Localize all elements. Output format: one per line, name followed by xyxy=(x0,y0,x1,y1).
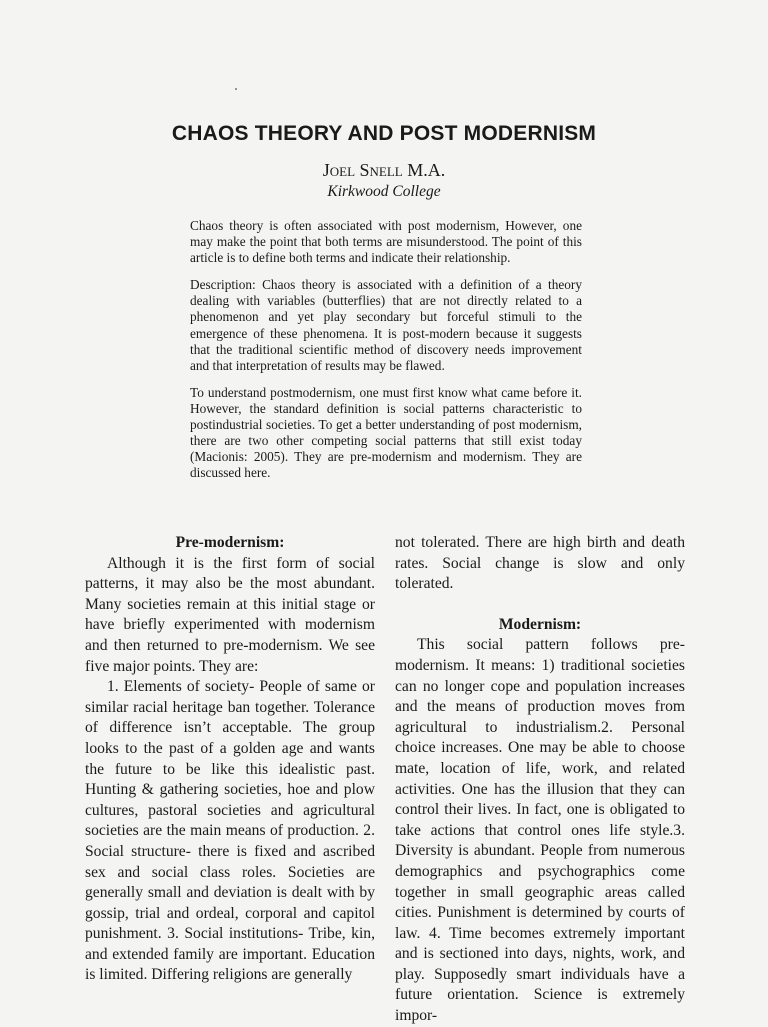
body-paragraph: This social pattern follows pre-modernism. It means: 1) traditional societies can no longer cope and population increases and the means of production moves from agricultural to industrialism.2. Personal choice increases. One may be able to choose mate, location of life, work, and related activities. One has the illusion that they can control their lives. In fact, one is obligated to take actions that control ones life style.3. Diversity is abundant. People from numerous demographics and psychographics come together in small geographic areas called cities. Punishment is determined by courts of law. 4. Time becomes extremely important and is sectioned into days, nights, work, and play. Supposedly smart individuals have a future orientation. Science is extremely impor- xyxy=(395,636,685,1025)
section-heading-premodernism: Pre-modernism: xyxy=(175,534,285,551)
continued-paragraph: not tolerated. There are high birth and death rates. Social change is slow and only tolerated. xyxy=(395,534,685,593)
section-heading-modernism: Modernism: xyxy=(498,615,582,633)
scan-speck xyxy=(235,88,237,90)
article-title: CHAOS THEORY AND POST MODERNISM xyxy=(171,122,597,145)
author-degree: M.A. xyxy=(402,160,446,180)
article-author xyxy=(0,160,768,181)
body-paragraph: 1. Elements of society- People of same or similar racial heritage ban together. Tolerance of difference isn’t acceptable. The group looks to the past of a golden age and wants the future to be like this idealistic past. Hunting & gathering societies, hoe and plow cultures, pastoral societies and agricultural societies are the main means of production. 2. Social structure- there is fixed and ascribed sex and social class roles. Societies are generally small and deviation is dealt with by gossip, trial and ordeal, corporal and capitol punishment. 3. Social institutions- Tribe, kin, and extended family are important. Education is limited. Differing religions are generally xyxy=(85,678,375,984)
author-affiliation: Kirkwood College xyxy=(327,183,441,200)
author-name: Joel Snell xyxy=(322,160,403,180)
abstract-paragraph-description: Description: Chaos theory is associated with a definition of a theory dealing with variables (butterflies) that are not directly related to a phenomenon and yet play secondary but forceful stimuli to the emergence of these phenomena. It is post-modern because it suggests that the traditional scientific method of discovery needs improvement and that interpretation of results may be flawed. xyxy=(190,277,582,373)
right-column xyxy=(395,533,685,1027)
abstract-paragraph-background: To understand postmodernism, one must first know what came before it. However, the standard definition is social patterns characteristic to postindustrial societies. To get a better understanding of post modernism, there are two other competing social patterns that still exist today (Macionis: 2005). They are pre-modernism and modernism. They are discussed here. xyxy=(190,384,582,481)
section-gap xyxy=(395,595,685,615)
abstract-paragraph-intro: Chaos theory is often associated with post modernism, However, one may make the point that both terms are misunderstood. The point of this article is to define both terms and indicate their relationship. xyxy=(190,218,582,266)
abstract xyxy=(190,218,582,492)
body-paragraph: Although it is the first form of social patterns, it may also be the most abundant. Many societies remain at this initial stage or have briefly experimented with modernism and then returned to pre-modernism. We see five major points. They are: xyxy=(85,554,375,675)
left-column xyxy=(85,533,375,986)
